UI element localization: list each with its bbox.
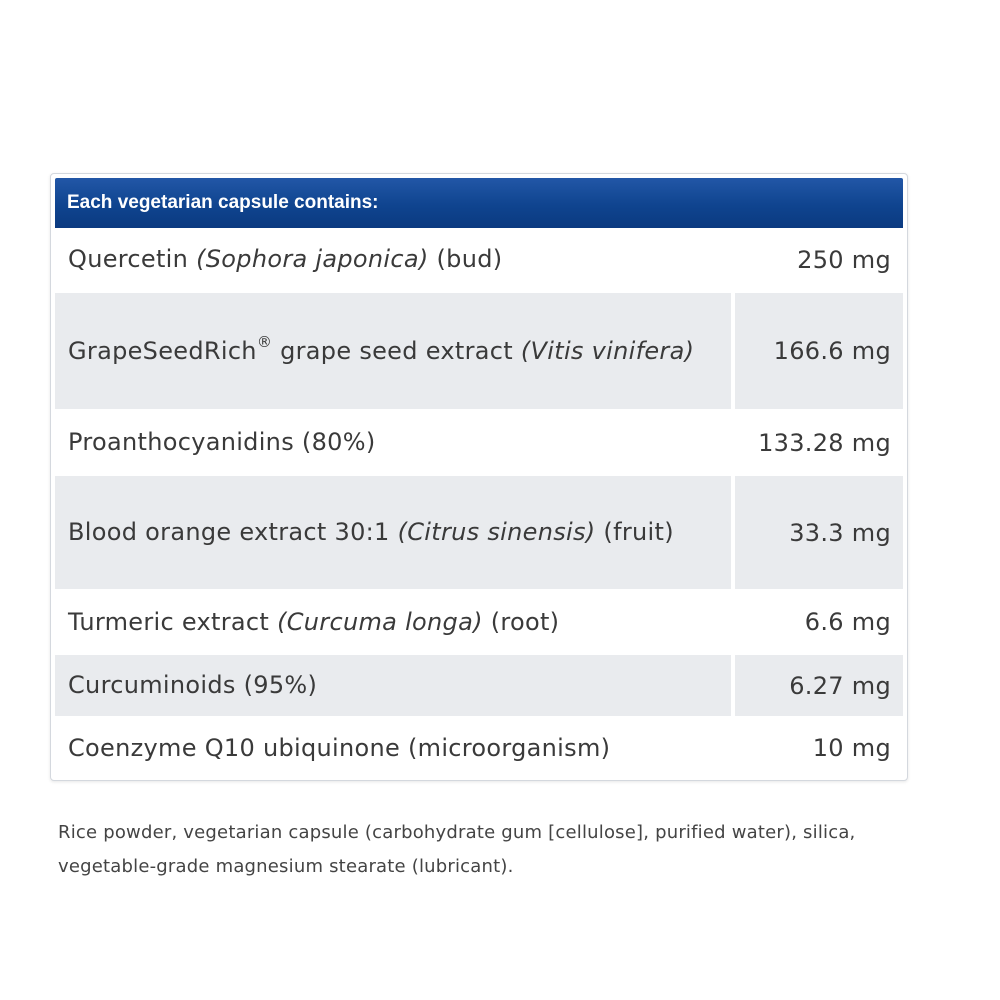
table-row: [55, 476, 903, 589]
ingredient-amount: 10 mg: [812, 734, 891, 762]
ingredient-name: Quercetin (Sophora japonica) (bud): [68, 245, 503, 273]
table-row: [55, 411, 903, 474]
ingredient-name: Turmeric extract (Curcuma longa) (root): [68, 607, 560, 636]
ingredient-name: Coenzyme Q10 ubiquinone (microorganism): [68, 733, 611, 762]
ingredient-amount: 133.28 mg: [758, 428, 891, 457]
ingredient-amount: 33.3 mg: [735, 476, 903, 589]
ingredient-name: GrapeSeedRich® grape seed extract (Vitis vinifera): [55, 293, 731, 409]
table-row: [55, 228, 903, 291]
table-row: [55, 293, 903, 409]
ingredient-amount: 6.6 mg: [804, 608, 891, 636]
ingredient-name: Curcuminoids (95%): [55, 655, 731, 716]
table-header: Each vegetarian capsule contains:: [55, 178, 903, 228]
table-row: [55, 591, 903, 653]
table-row: [55, 718, 903, 778]
ingredient-amount: 166.6 mg: [735, 293, 903, 409]
ingredient-name: Proanthocyanidins (80%): [68, 428, 376, 456]
ingredient-name: Blood orange extract 30:1 (Citrus sinensis) (fruit): [55, 476, 731, 589]
supplement-facts-table: [50, 173, 908, 781]
table-row: [55, 655, 903, 716]
other-ingredients: Rice powder, vegetarian capsule (carbohydrate gum [cellulose], purified water), silica, vegetable-grade magnesium stearate (lubricant).: [58, 822, 856, 877]
ingredient-amount: 6.27 mg: [735, 655, 903, 716]
ingredient-amount: 250 mg: [797, 245, 891, 274]
